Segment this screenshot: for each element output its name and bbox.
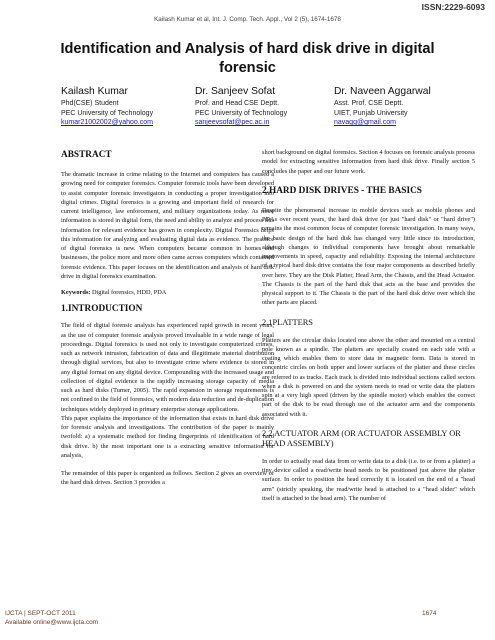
section-2-1-text: Platters are the circular disks located one above the other and mounted on a central pole known as a spindle. The platters are specially coated on each side with a coating which enables them to store data in magnetic form. Data is stored in concentric circles on both upper and lower surfaces of the platter and these circles are referred to as tracks. Each track is divided into individual sections called sectors when a disk is powered on and the system needs to read or write data the platters spin at a very high speed (driven by the spindle motor) which enables the correct part of the disk to be read through use of the actuator arm and the components associated with it. bbox=[262, 336, 475, 418]
issn-label: ISSN:2229-6093 bbox=[421, 2, 485, 12]
intro-paragraph-2: This paper explains the importance of the information that exists in hard disk drive for forensic analysis and investigations. The contribution of the paper is mainly twofold: a) a systematic method for finding fingerprints of identification of hard disk drive. b) the most important one is a extracting sensitive information for analysis, bbox=[61, 414, 274, 459]
author-affiliation: PEC University of Technology bbox=[61, 109, 154, 117]
running-head: Kailash Kumar et al, Int. J. Comp. Tech. Appl., Vol 2 (5), 1674-1678 bbox=[154, 16, 341, 23]
author-1 bbox=[61, 86, 211, 128]
abstract-heading: ABSTRACT bbox=[61, 150, 112, 160]
paper-title: Identification and Analysis of hard disk drive in digital forensic bbox=[60, 41, 435, 76]
page-number: 1674 bbox=[422, 610, 437, 617]
author-email-link[interactable]: sanjeevsofat@pec.ac.in bbox=[195, 119, 270, 127]
keywords-label: Keywords: bbox=[61, 289, 91, 296]
author-name: Dr. Naveen Aggarwal bbox=[334, 86, 431, 97]
footer-url-link[interactable]: Available online@www.ijcta.com bbox=[5, 618, 99, 626]
author-role: Phd(CSE) Student bbox=[61, 100, 119, 107]
left-column bbox=[61, 150, 274, 488]
section-2-text: Despite the phenomenal increase in mobile devices such as mobile phones and PDAs over recent years, the hard disk drive (or just "hard disk" or "hard drive") remains the most common focus of computer forensic investigation. In many ways, the basic design of the hard disk has changed very little since its introduction, although changes to individual components have brought about remarkable improvements in speed, capacity and reliability. Exposing the internal architecture of a typical hard disk drive contains the four major components as described briefly over here. They are the Disk Platter, Head Arm, the Chassis, and the Head Actuator. The Chassis is the part of the hard disk that acts as the base and provides the physical support to it. The Chassis is the part of the hard disk drive over which the other parts are placed. bbox=[262, 206, 475, 307]
section-2-2-text: In order to actually read data from or write data to a disk (i.e. to or from a platter) a tiny device called a read/write head needs to be positioned just above the platter surface. In order to position the head correctly it is located on the end of a "head arm" (strictly speaking, the read/write head is attached to a "head slider" which itself is attached to the head arm). The number of bbox=[262, 457, 475, 502]
author-role: Prof. and Head CSE Deptt. bbox=[195, 100, 280, 107]
intro-paragraph-3: The remainder of this paper is organized as follows. Section 2 gives an overview of the hard disk drives. Section 3 provides a bbox=[61, 470, 274, 487]
abstract-text: The dramatic increase in crime relating to the Internet and computers has caused a growing need for computer forensics. Computer forensic tools have been developed to assist computer forensic investigators in conducting a proper investigation into digital crimes. Digital forensics is a growing and important field of research for current intelligence, law enforcement, and military organizations today. As more information is stored in digital form, the need and ability to analyze and process this information for relevant evidence has grown in complexity. Digital Forensics helps this information for analyzing and evaluating digital data as evidence. The practice of digital forensics is new. When computers became common in homes and businesses, the police more and more often came across computers which contained forensic evidence. This paper focuses on the identification and analysis of hard disk drive in digital forensics examination. bbox=[61, 171, 274, 280]
intro-paragraph-1: The field of digital forensic analysis has experienced rapid growth in recent years, as the use of computer forensic analysis proved invaluable in a wide range of legal proceedings. Digital forensics is used not only to investigate computerized crimes, such as network intrusion, fabrication of data and illegitimate material distribution through digital services, but also to investigate crime where evidence is stored in any digital format on any digital device. Compounding with the increased usage and collection of digital evidence is the rapidly increasing storage capacity of media such as hard disks (Turner, 2005). The rapid expansion in storage requirements is not confined to the field of forensics, with modern data reduction and de-duplication techniques widely deployed in primary enterprise storage applications. bbox=[61, 322, 274, 413]
author-2 bbox=[195, 86, 345, 128]
author-email-link[interactable]: kumar21002002@yahoo.com bbox=[61, 119, 153, 127]
footer-journal: IJCTA | SEPT-OCT 2011 bbox=[5, 610, 76, 617]
author-name: Kailash Kumar bbox=[61, 86, 128, 97]
keywords bbox=[61, 288, 274, 297]
intro-heading: 1.INTRODUCTION bbox=[61, 304, 143, 315]
author-3 bbox=[334, 86, 484, 128]
author-name: Dr. Sanjeev Sofat bbox=[195, 86, 276, 97]
author-affiliation: PEC University of Technology bbox=[195, 109, 288, 117]
author-role: Asst. Prof. CSE Deptt. bbox=[334, 100, 404, 107]
section-2-heading: 2.HARD DISK DRIVES - THE BASICS bbox=[262, 185, 422, 196]
author-affiliation: UIET, Punjab University bbox=[334, 109, 408, 117]
author-email-link[interactable]: navagg@gmail.com bbox=[334, 119, 396, 127]
footer-left bbox=[5, 610, 98, 627]
continued-text: short background on digital forensics. Section 4 focuses on forensic analysis process model for extracting sensitive information from hard disk drive. Finally section 5 concludes the paper and our future work. bbox=[262, 149, 475, 175]
section-2-2-heading: 2.2 ACTUATOR ARM (OR ACTUATOR ASSEMBLY OR HEAD ASSEMBLY) bbox=[262, 428, 461, 448]
section-2-1-heading: 2.1PLATTERS bbox=[262, 317, 313, 327]
right-column bbox=[262, 148, 475, 503]
keywords-text: Digital forensics, HDD, PDA bbox=[90, 289, 167, 296]
